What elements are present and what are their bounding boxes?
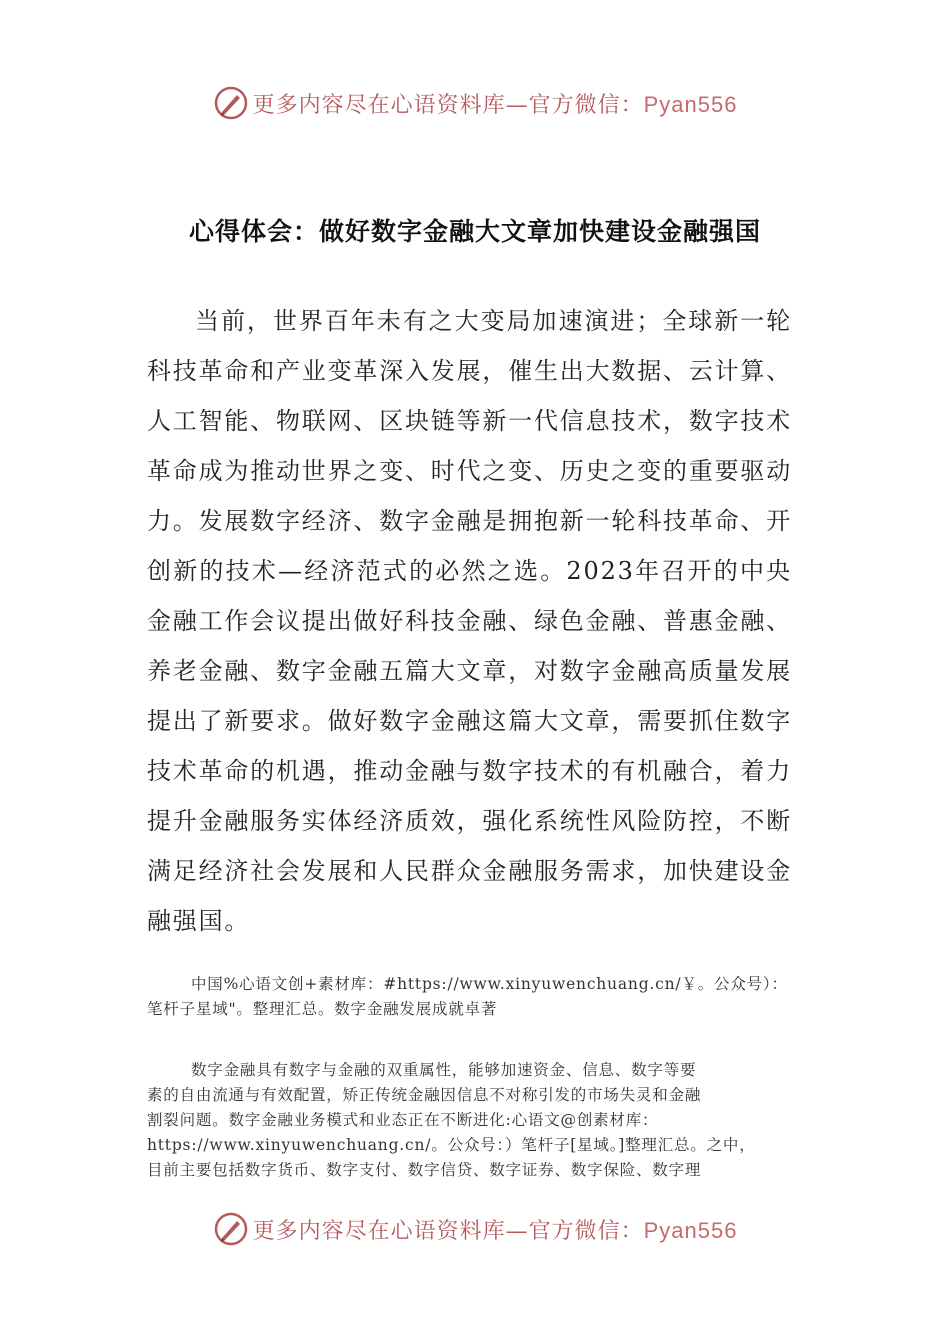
source-note-1 [147, 972, 812, 1022]
pen-logo-icon [213, 1211, 249, 1247]
note-line: 数字金融具有数字与金融的双重属性，能够加速资金、信息、数字等要 [191, 1061, 697, 1079]
note-line: 目前主要包括数字货币、数字支付、数字信贷、数字证券、数字保险、数字理 [147, 1161, 702, 1179]
pen-logo-icon [213, 85, 249, 121]
header-banner [0, 78, 950, 128]
banner-text: 更多内容尽在心语资料库—官方微信：Pyan556 [252, 91, 738, 118]
banner-wechat-id: Pyan556 [643, 91, 738, 117]
footer-banner [0, 1204, 950, 1254]
banner-text: 更多内容尽在心语资料库—官方微信：Pyan556 [252, 1217, 738, 1244]
note-line: 笔杆子星域"。整理汇总。数字金融发展成就卓著 [147, 1000, 498, 1018]
banner-wechat-id: Pyan556 [643, 1217, 738, 1243]
source-note-2 [147, 1058, 812, 1183]
note-line: 素的自由流通与有效配置，矫正传统金融因信息不对称引发的市场失灵和金融 [147, 1086, 702, 1104]
page-title: 心得体会：做好数字金融大文章加快建设金融强国 [188, 217, 761, 246]
note-line: 割裂问题。数字金融业务模式和业态正在不断进化:心语文@创素材库： [147, 1111, 659, 1129]
note-line: https://www.xinyuwenchuang.cn/。公众号：）笔杆子[星域。]整理汇总。之中， [147, 1136, 756, 1154]
body-paragraph: 当前，世界百年未有之大变局加速演进；全球新一轮科技革命和产业变革深入发展，催生出大数据、云计算、人工智能、物联网、区块链等新一代信息技术，数字技术革命成为推动世界之变、时代之变、历史之变的重要驱动力。发展数字经济、数字金融是拥抱新一轮科技革命、开创新的技术—经济范式的必然之选。2023年召开的中央金融工作会议提出做好科技金融、绿色金融、普惠金融、养老金融、数字金融五篇大文章，对数字金融高质量发展提出了新要求。做好数字金融这篇大文章，需要抓住数字技术革命的机遇，推动金融与数字技术的有机融合，着力提升金融服务实体经济质效，强化系统性风险防控，不断满足经济社会发展和人民群众金融服务需求，加快建设金融强国。 [147, 307, 792, 935]
note-line: 中国%心语文创+素材库：#https://www.xinyuwenchuang.cn/￥。公众号）： [191, 975, 788, 993]
